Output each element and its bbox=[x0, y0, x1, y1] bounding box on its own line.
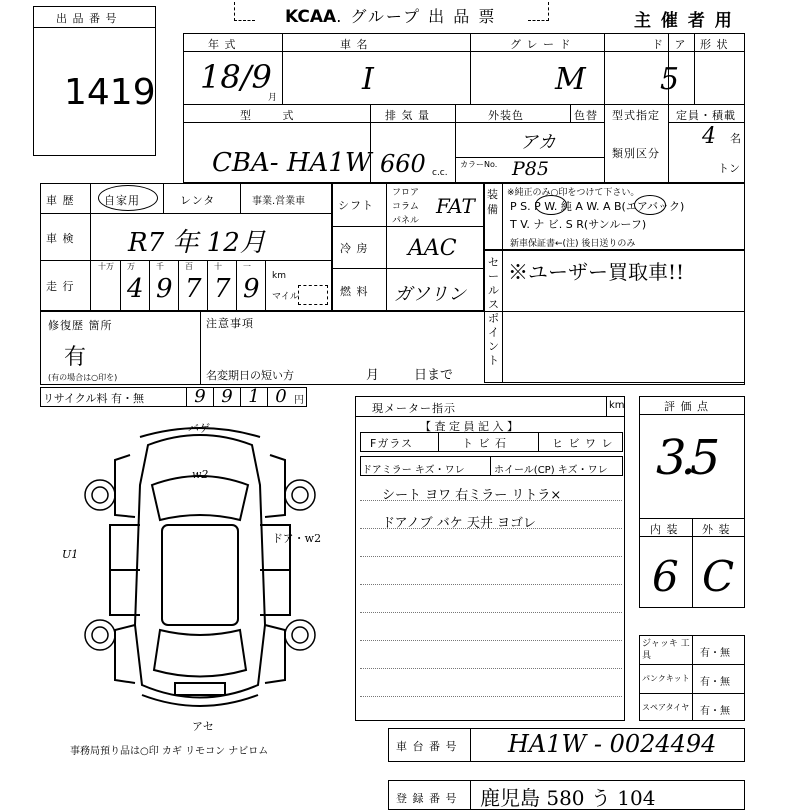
capacity-value: 4 bbox=[702, 124, 716, 149]
damage-mark-rear: アセ bbox=[192, 720, 214, 733]
grade-value: M bbox=[555, 62, 586, 97]
interior-label: 内 装 bbox=[650, 523, 679, 536]
mileage-unit-label: 十 bbox=[214, 262, 222, 271]
month-unit: 月 bbox=[268, 93, 278, 103]
doors-value: 5 bbox=[660, 62, 680, 97]
damage-mark-left: U1 bbox=[62, 548, 79, 561]
ab-circle bbox=[634, 195, 666, 215]
glass-option-crack: ヒ ビ ワ レ bbox=[552, 437, 614, 450]
model-label: 型 式 bbox=[240, 109, 308, 122]
jack-yes-no: 有・無 bbox=[700, 648, 730, 659]
chassis-label: 車 台 番 号 bbox=[396, 740, 458, 753]
capacity-label: 定員・積載 bbox=[676, 109, 736, 122]
grade-label: グ レ ー ド bbox=[510, 38, 572, 51]
ac-label: 冷 房 bbox=[340, 242, 369, 255]
displacement-value: 660 bbox=[380, 150, 426, 178]
color-change-label: 色替 bbox=[574, 109, 598, 122]
jack-label: ジャッキ 工 具 bbox=[642, 639, 690, 661]
shift-label: シフト bbox=[338, 199, 374, 212]
recycle-digit: 9 bbox=[186, 387, 213, 407]
header-bracket-left bbox=[234, 2, 255, 21]
mileage-label: 走 行 bbox=[46, 280, 75, 293]
shift-value: FAT bbox=[436, 194, 475, 218]
sales-point-value: ※ユーザー買取車!! bbox=[508, 260, 685, 284]
history-selected-circle bbox=[98, 185, 158, 211]
recycle-label: リサイクル料 有・無 bbox=[43, 392, 144, 405]
name-change-month: 月 bbox=[366, 368, 381, 383]
mileage-unit-label: 千 bbox=[156, 262, 164, 271]
equipment-note: ※純正のみ○印をつけて下さい。 bbox=[507, 188, 640, 198]
history-option-business: 事業.営業車 bbox=[252, 196, 306, 207]
chassis-value: HA1W - 0024494 bbox=[508, 730, 717, 758]
car-name-label: 車 名 bbox=[340, 38, 369, 51]
ton-unit: トン bbox=[718, 162, 740, 175]
meter-km-label: km bbox=[609, 400, 625, 411]
sales-point-label: セールスポイント bbox=[488, 256, 499, 367]
meter-label: 現メーター指示 bbox=[372, 402, 456, 415]
shift-option-column: コラム bbox=[392, 202, 419, 212]
mileage-unit-label: 万 bbox=[127, 262, 135, 271]
mileage-unit-label: 百 bbox=[185, 262, 193, 271]
mileage-digit: 9 bbox=[156, 274, 173, 304]
person-unit: 名 bbox=[730, 132, 741, 145]
lot-number: 1419 bbox=[64, 72, 156, 113]
mileage-unit-label: 一 bbox=[243, 262, 251, 271]
ac-value: AAC bbox=[408, 236, 457, 261]
recycle-unit: 円 bbox=[294, 395, 304, 406]
repair-note: (有の場合は○印を) bbox=[48, 373, 118, 382]
lot-number-label: 出 品 番 号 bbox=[56, 12, 118, 25]
history-option-private: 自家用 bbox=[104, 194, 140, 207]
color-value: アカ bbox=[520, 132, 556, 153]
mileage-cell bbox=[208, 260, 237, 311]
mileage-digit: 9 bbox=[243, 274, 260, 304]
interior-value: 6 bbox=[652, 552, 679, 601]
damage-mark-right: ドア・w2 bbox=[272, 532, 322, 545]
doors-label: ド ア bbox=[652, 38, 690, 51]
color-no-value: P85 bbox=[512, 158, 549, 180]
mileage-km-label: km bbox=[272, 271, 286, 281]
cc-unit: c.c. bbox=[432, 168, 448, 178]
header-title bbox=[285, 4, 496, 27]
name-change-label: 名変期日の短い方 bbox=[206, 369, 294, 382]
inspection-value: R7 年 12月 bbox=[128, 228, 266, 258]
repair-value: 有 bbox=[64, 345, 87, 370]
form-title: . グループ 出 品 票 bbox=[336, 7, 497, 26]
shift-option-panel: パネル bbox=[392, 216, 420, 226]
mileage-unit-label: 十万 bbox=[98, 262, 114, 271]
mile-checkbox bbox=[298, 285, 328, 305]
shift-option-floor: フロア bbox=[392, 188, 420, 198]
equipment-label: 装備 bbox=[487, 188, 498, 216]
color-no-label: カラーNo. bbox=[460, 160, 498, 169]
puncture-yes-no: 有・無 bbox=[700, 677, 730, 688]
history-label: 車 歴 bbox=[46, 194, 75, 207]
body-type-label: 形 状 bbox=[700, 38, 729, 51]
repair-label: 修復歴 箇所 bbox=[48, 319, 113, 332]
recycle-digit: 0 bbox=[267, 387, 294, 407]
lot-number-box bbox=[33, 6, 156, 156]
inspector-comment-2: ドアノブ バケ 天井 ヨゴレ bbox=[382, 516, 536, 531]
grade-label: 評 価 点 bbox=[664, 400, 709, 413]
mileage-cell bbox=[237, 260, 266, 311]
name-change-day: 日まで bbox=[414, 368, 454, 383]
model-value: CBA- HA1W bbox=[212, 148, 372, 178]
year-label: 年 式 bbox=[208, 38, 237, 51]
car-name-value: I bbox=[362, 62, 374, 97]
pw-circle bbox=[535, 195, 567, 215]
registration-label: 登 録 番 号 bbox=[396, 792, 458, 805]
equipment-line3: 新車保証書←(注) 後日送りのみ bbox=[510, 239, 636, 249]
diagram-footer: 事務局預り品は○印 カギ リモコン ナビロム bbox=[70, 746, 269, 757]
wheel-label: ホイール(CP) キズ・ワレ bbox=[494, 465, 608, 476]
exterior-color-label: 外装色 bbox=[488, 109, 524, 122]
spare-yes-no: 有・無 bbox=[700, 706, 730, 717]
equipment-line1: P S. P W. 純 A W. A B(エアバック) bbox=[510, 200, 685, 213]
mileage-cell bbox=[179, 260, 208, 311]
mileage-digit: 7 bbox=[214, 274, 231, 304]
inspector-comment-1: シート ヨワ 右ミラー リトラ× bbox=[382, 488, 562, 503]
glass-label: Fガラス bbox=[370, 437, 413, 450]
registration-value: 鹿児島 580 う 104 bbox=[480, 786, 656, 810]
fuel-label: 燃 料 bbox=[340, 285, 369, 298]
mileage-digit: 4 bbox=[127, 274, 144, 304]
history-option-rental: レンタ bbox=[180, 194, 216, 207]
damage-mark-front: バゲ bbox=[188, 422, 210, 435]
inspection-label: 車 検 bbox=[46, 232, 75, 245]
exterior-value: C bbox=[702, 552, 735, 601]
header-bracket-right bbox=[528, 2, 549, 21]
exterior-label: 外 装 bbox=[702, 523, 731, 536]
spare-label: スペアタイヤ bbox=[642, 703, 690, 712]
mileage-mile-label: マイル bbox=[272, 292, 299, 302]
notes-label: 注意事項 bbox=[206, 317, 254, 330]
displacement-label: 排 気 量 bbox=[385, 109, 430, 122]
copy-label: 主 催 者 用 bbox=[634, 11, 734, 31]
puncture-label: パンクキット bbox=[642, 674, 690, 683]
inspector-header: 【 査 定 員 記 入 】 bbox=[420, 420, 518, 433]
model-spec-label: 型式指定 bbox=[612, 109, 660, 122]
mirror-label: ドアミラー キズ・ワレ bbox=[362, 465, 465, 476]
category-label: 類別区分 bbox=[612, 147, 660, 160]
mileage-cell bbox=[150, 260, 179, 311]
fuel-value: ガソリン bbox=[394, 284, 466, 305]
grade-value: 3.5 bbox=[656, 430, 715, 486]
org-logo: KCAA bbox=[285, 7, 337, 27]
recycle-digit: 1 bbox=[240, 387, 267, 407]
damage-mark-hood: w2 bbox=[192, 468, 209, 481]
equipment-line2: T V. ナ ビ. S R(サンルーフ) bbox=[510, 218, 647, 231]
recycle-digit: 9 bbox=[213, 387, 240, 407]
mileage-cell bbox=[121, 260, 150, 311]
year-value: 18/9 bbox=[200, 58, 272, 96]
mileage-digit: 7 bbox=[185, 274, 202, 304]
glass-option-chip: ト ビ 石 bbox=[462, 437, 507, 450]
mileage-cell bbox=[92, 260, 121, 311]
